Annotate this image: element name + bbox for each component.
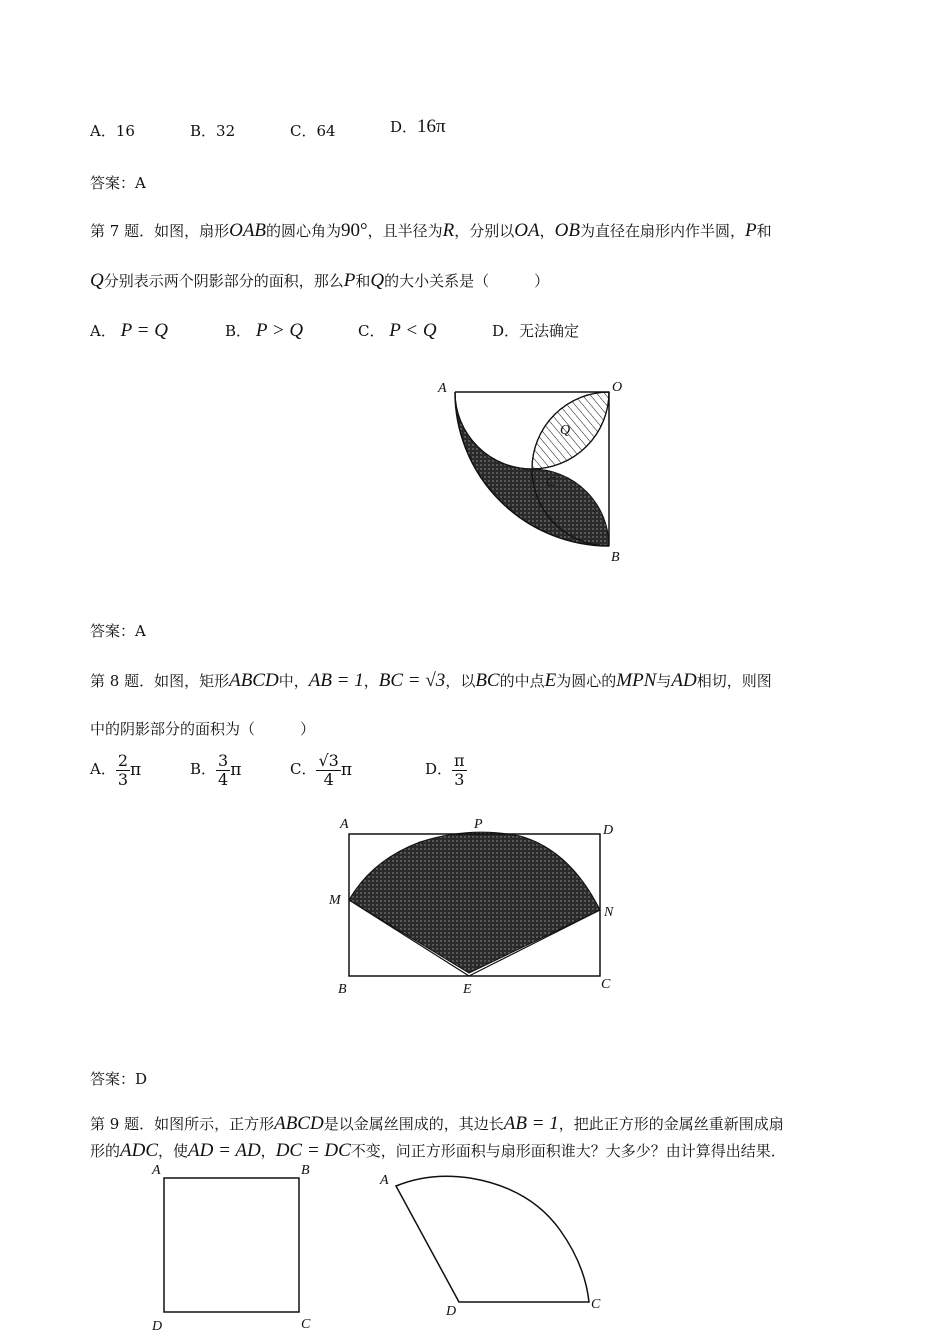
q6-answer: 答案：A: [90, 174, 146, 192]
q8-option-c: C． $\frac{√3}{4}$ π: [290, 751, 353, 789]
q9-square-label-b: B: [301, 1163, 310, 1178]
q8-label-c: C: [601, 977, 611, 992]
q7-option-d: D．无法确定: [492, 322, 580, 340]
q9-sector-figure: [379, 1173, 601, 1319]
q7-lens-q: [532, 392, 609, 469]
q8-stem-line2: 中的阴影部分的面积为（ ）: [90, 720, 316, 738]
q6-option-d: D．16π: [390, 116, 446, 137]
q7-stem-line2: Q分别表示两个阴影部分的面积，那么P和Q的大小关系是（ ）: [90, 270, 550, 291]
q8-options: [90, 751, 465, 789]
q8-label-a: A: [340, 817, 349, 832]
q9-sector-label-d: D: [446, 1304, 457, 1319]
q6-option-a: A．16: [90, 122, 135, 140]
q8-label-e: E: [463, 982, 472, 997]
q9-stem-line2: 形的ADC，使AD = AD，DC = DC不变，问正方形面积与扇形面积谁大？大多少？由计算得出结果．: [90, 1140, 786, 1161]
q8-stem-line1: 第 8 题．如图，矩形ABCD中，AB = 1，BC = √3，以BC的中点E为圆心的MPN与AD相切，则图: [90, 670, 772, 691]
q8-label-n: N: [604, 905, 614, 920]
q7-option-b: B． P > Q: [225, 320, 304, 341]
q7-label-q: Q: [560, 423, 571, 438]
q8-label-b: B: [338, 982, 347, 997]
q8-option-b: B． $\frac{3}{4}$ π: [190, 751, 242, 789]
q9-stem-line1: 第 9 题．如图所示，正方形ABCD是以金属丝围成的，其边长AB = 1，把此正方形的金属丝重新围成扇: [90, 1113, 784, 1134]
q7-answer: 答案：A: [90, 622, 146, 640]
q9-square-figure: [151, 1163, 311, 1334]
q9-square-abcd: [164, 1178, 299, 1312]
q7-option-c: C． P < Q: [358, 320, 437, 341]
q8-label-m: M: [329, 893, 341, 908]
q7-label-c: C: [546, 475, 556, 490]
q9-sector-label-c: C: [591, 1297, 601, 1312]
q8-rectangle-figure: [328, 817, 614, 997]
q7-label-o: O: [612, 380, 623, 395]
q7-sector-figure: [437, 380, 622, 565]
q9-sector-label-a: A: [380, 1173, 389, 1188]
q7-label-a: A: [438, 381, 447, 396]
q8-option-a: A． $\frac{2}{3}$ π: [90, 751, 142, 789]
q6-option-b: B．32: [190, 122, 236, 140]
q7-option-a: A． P = Q: [90, 320, 168, 341]
q9-sector-adc: [396, 1176, 589, 1302]
q9-square-label-a: A: [152, 1163, 161, 1178]
q9-square-label-d: D: [152, 1319, 163, 1334]
q8-shaded-region: [349, 832, 600, 973]
q9-square-label-c: C: [301, 1317, 311, 1332]
q8-answer: 答案：D: [90, 1070, 148, 1088]
q8-label-d: D: [603, 823, 614, 838]
q6-option-c: C．64: [290, 122, 336, 140]
q8-option-d: D． $\frac{\pi}{3}$: [425, 751, 465, 789]
q7-stem-line1: 第 7 题．如图，扇形OAB的圆心角为90°，且半径为R，分别以OA，OB为直径在扇形内作半圆，P和: [90, 220, 772, 241]
q7-label-b: B: [611, 550, 620, 565]
q8-label-p: P: [474, 817, 483, 832]
